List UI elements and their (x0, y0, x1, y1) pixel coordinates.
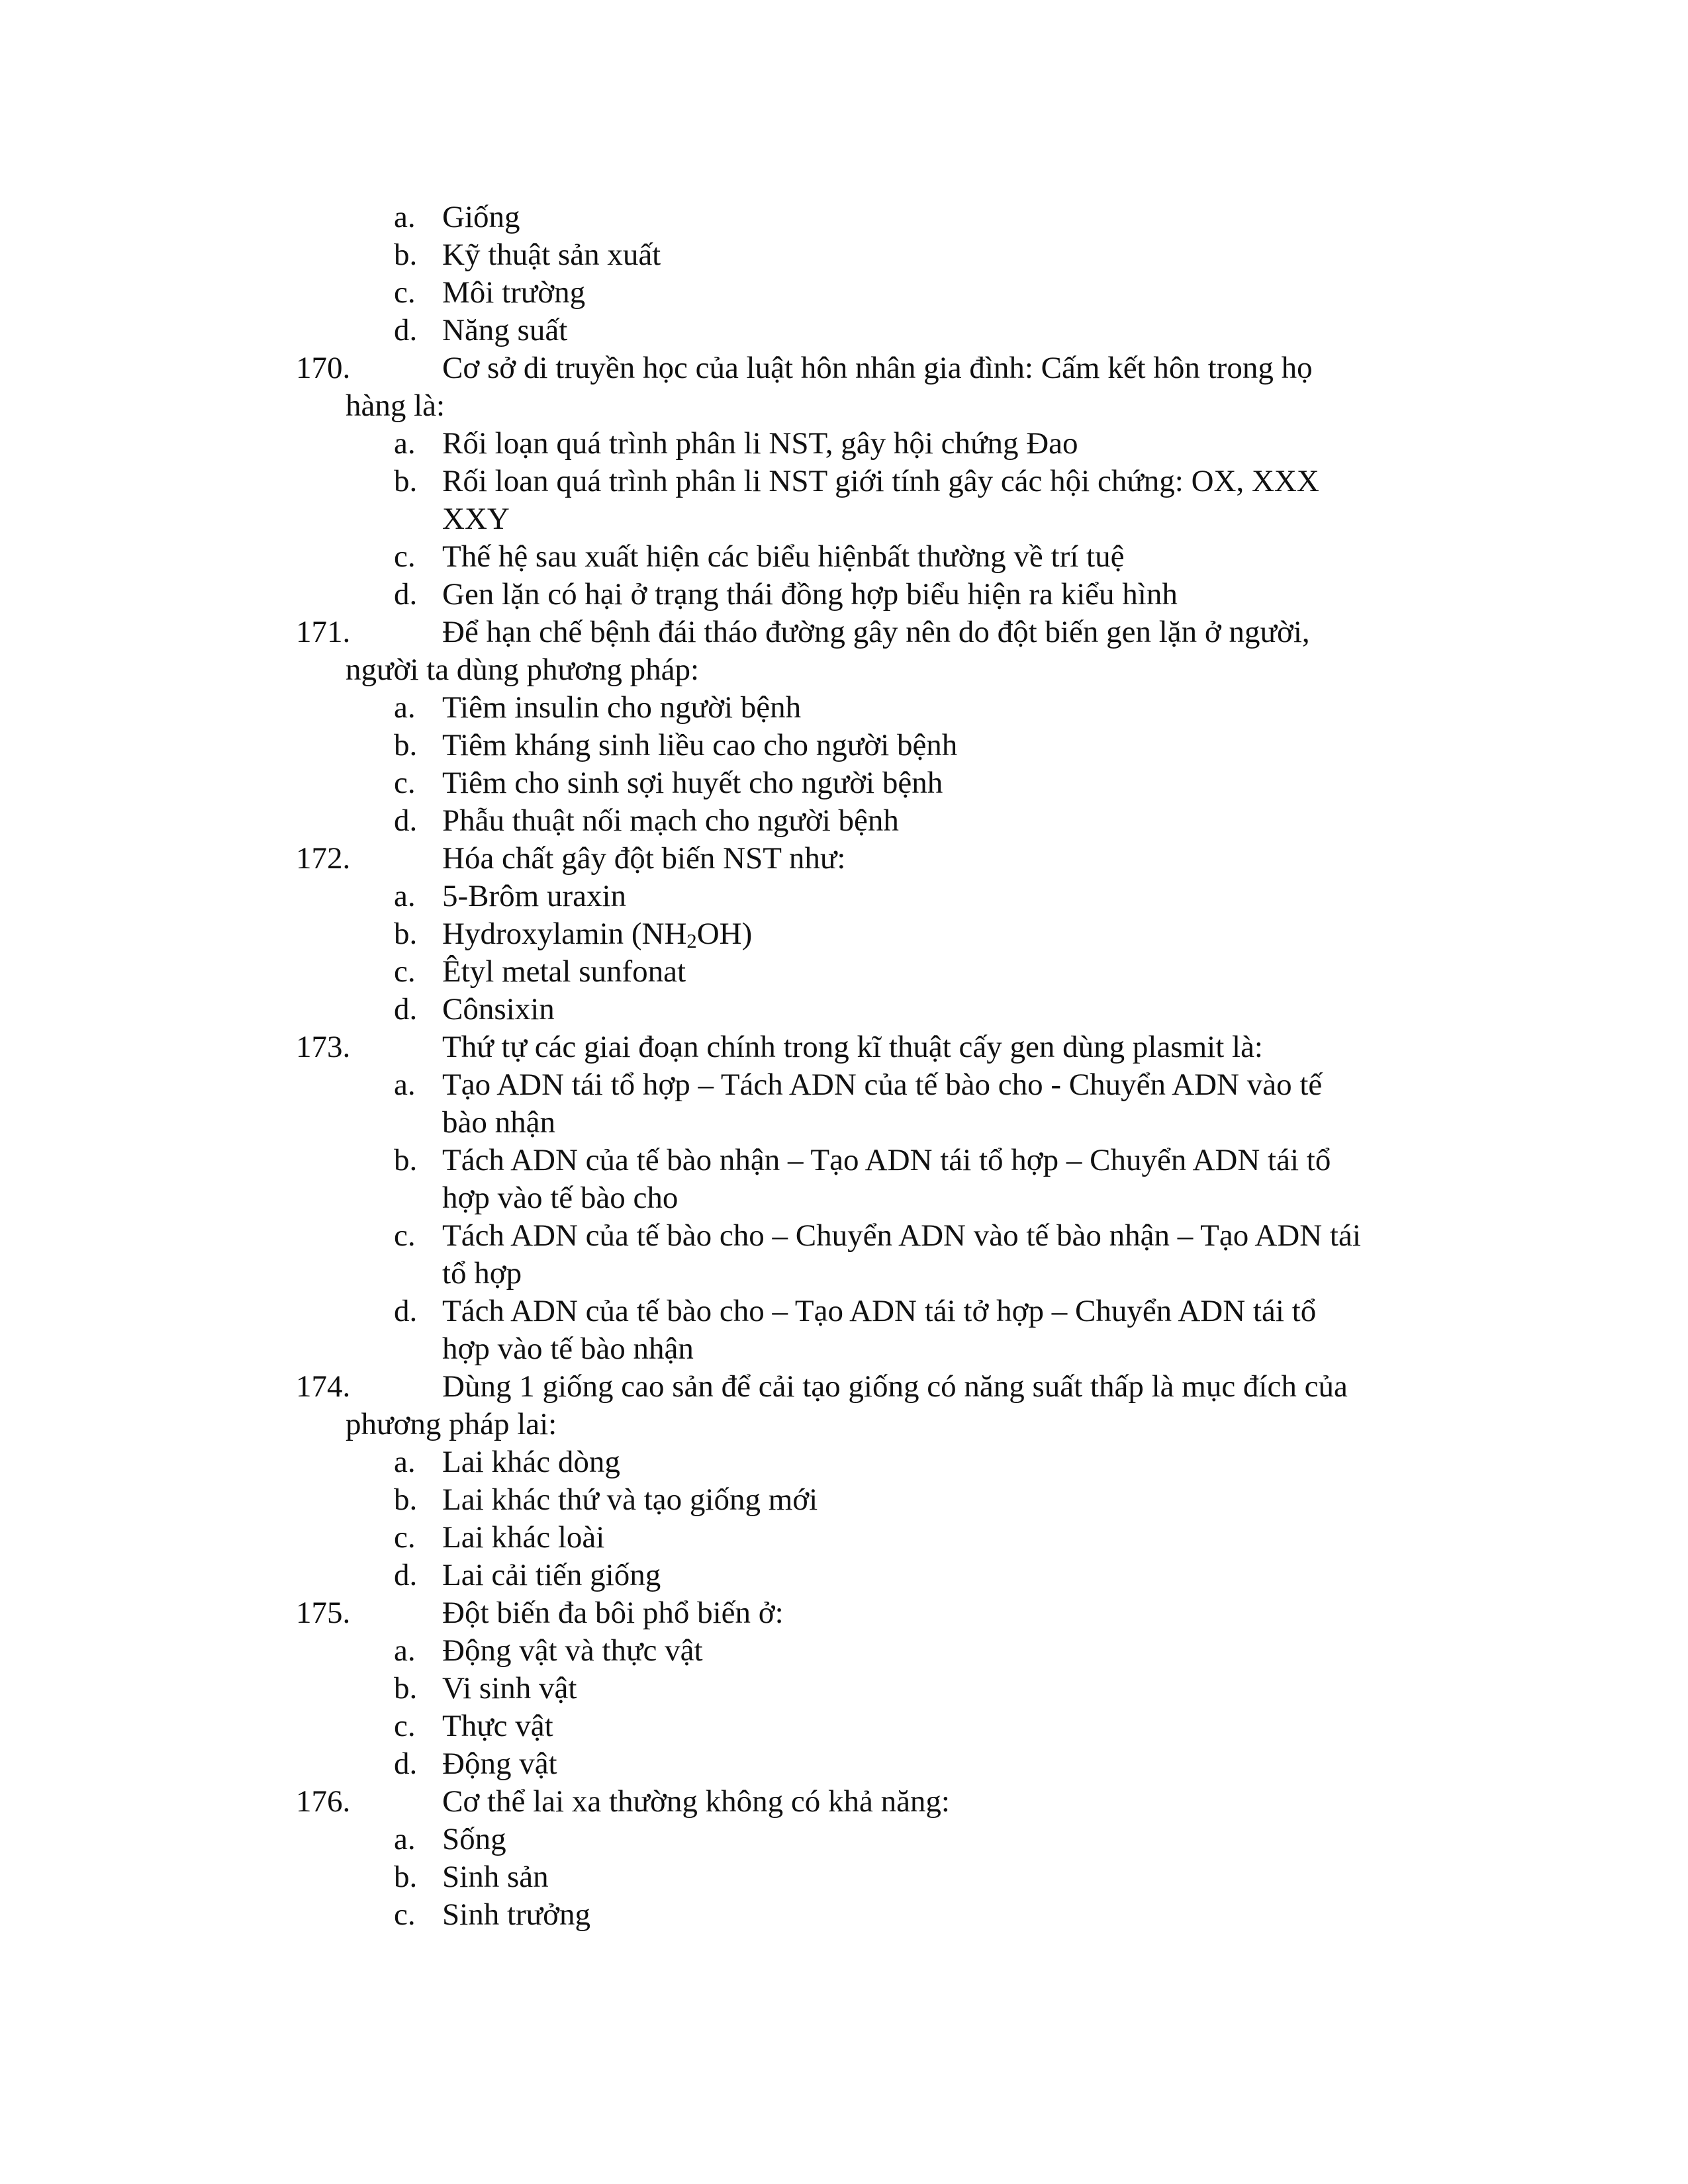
question-number: 175. (296, 1596, 351, 1630)
option-text: Vi sinh vật (442, 1671, 577, 1706)
option-label: d. (394, 1747, 418, 1781)
question-number: 173. (296, 1030, 351, 1064)
option-text: tổ hợp (442, 1256, 522, 1291)
formula-part: Hydroxylamin (NH (442, 917, 687, 951)
option-label: d. (394, 1558, 418, 1592)
option-label: b. (394, 1482, 418, 1517)
option-text: Tiêm insulin cho người bệnh (442, 690, 802, 725)
option-label: a. (394, 690, 416, 725)
option-label: a. (394, 1068, 416, 1102)
option-label: c. (394, 1520, 416, 1555)
option-label: b. (394, 1143, 418, 1177)
option-label: c. (394, 1897, 416, 1932)
option-label: d. (394, 313, 418, 347)
option-text: Rối loan quá trình phân li NST giới tính gây các hội chứng: OX, XXX (442, 464, 1319, 498)
option-text: Sống (442, 1822, 506, 1856)
option-text: Phẫu thuật nối mạch cho người bệnh (442, 803, 899, 838)
formula-part: OH) (696, 917, 753, 951)
option-text: Tách ADN của tế bào cho – Chuyển ADN vào tế bào nhận – Tạo ADN tái (442, 1218, 1361, 1253)
option-text (442, 915, 752, 953)
option-label: b. (394, 917, 418, 951)
question-text: phương pháp lai: (346, 1407, 557, 1441)
option-text: hợp vào tế bào cho (442, 1181, 679, 1215)
option-text: Năng suất (442, 313, 568, 347)
option-label: b. (394, 238, 418, 272)
option-label: d. (394, 577, 418, 612)
question-number: 171. (296, 615, 351, 649)
option-label: c. (394, 766, 416, 800)
option-label: b. (394, 1860, 418, 1894)
question-text: Hóa chất gây đột biến NST như: (442, 841, 846, 876)
formula-subscript: 2 (686, 930, 697, 953)
option-label: c. (394, 1709, 416, 1743)
option-text: Kỹ thuật sản xuất (442, 238, 661, 272)
option-text: Động vật và thực vật (442, 1633, 703, 1668)
option-label: a. (394, 879, 416, 913)
option-text: Gen lặn có hại ở trạng thái đồng hợp biểu hiện ra kiểu hình (442, 577, 1178, 612)
option-text: Tạo ADN tái tổ hợp – Tách ADN của tế bào cho - Chuyển ADN vào tế (442, 1068, 1323, 1102)
option-text: Tiêm kháng sinh liều cao cho người bệnh (442, 728, 958, 762)
question-text: Cơ sở di truyền học của luật hôn nhân gia đình: Cấm kết hôn trong họ (442, 351, 1313, 385)
question-text: Để hạn chế bệnh đái tháo đường gây nên do đột biến gen lặn ở người, (442, 615, 1310, 649)
question-number: 170. (296, 351, 351, 385)
option-label: b. (394, 728, 418, 762)
option-text: Thực vật (442, 1709, 553, 1743)
option-label: d. (394, 992, 418, 1026)
option-label: a. (394, 200, 416, 234)
option-label: a. (394, 1445, 416, 1479)
question-text: Cơ thể lai xa thường không có khả năng: (442, 1784, 950, 1819)
option-text: Lai khác loài (442, 1520, 605, 1555)
option-label: a. (394, 1822, 416, 1856)
option-text: XXY (442, 502, 510, 536)
question-number: 172. (296, 841, 351, 876)
option-text: Động vật (442, 1747, 557, 1781)
option-text: Sinh trưởng (442, 1897, 590, 1932)
option-label: c. (394, 954, 416, 989)
option-text: Môi trường (442, 275, 586, 310)
option-text: Cônsixin (442, 992, 555, 1026)
option-text: Tách ADN của tế bào nhận – Tạo ADN tái tổ hợp – Chuyển ADN tái tổ (442, 1143, 1331, 1177)
question-text: người ta dùng phương pháp: (346, 653, 700, 687)
option-text: Thế hệ sau xuất hiện các biểu hiệnbất thường về trí tuệ (442, 539, 1125, 574)
option-label: c. (394, 275, 416, 310)
option-label: c. (394, 539, 416, 574)
question-text: Thứ tự các giai đoạn chính trong kĩ thuật cấy gen dùng plasmit là: (442, 1030, 1263, 1064)
question-text: Dùng 1 giống cao sản để cải tạo giống có năng suất thấp là mục đích của (442, 1369, 1348, 1404)
option-text: Tách ADN của tế bào cho – Tạo ADN tái tở hợp – Chuyển ADN tái tổ (442, 1294, 1317, 1328)
option-label: b. (394, 464, 418, 498)
option-text: Lai khác thứ và tạo giống mới (442, 1482, 818, 1517)
option-text: Giống (442, 200, 520, 234)
option-text: bào nhận (442, 1105, 555, 1140)
option-text: hợp vào tế bào nhận (442, 1332, 694, 1366)
option-text: Rối loạn quá trình phân li NST, gây hội chứng Đao (442, 426, 1078, 461)
option-text: Tiêm cho sinh sợi huyết cho người bệnh (442, 766, 943, 800)
option-text: Êtyl metal sunfonat (442, 954, 686, 989)
question-text: Đột biến đa bôi phổ biến ở: (442, 1596, 784, 1630)
option-label: b. (394, 1671, 418, 1706)
option-label: d. (394, 803, 418, 838)
option-text: 5-Brôm uraxin (442, 879, 627, 913)
option-label: a. (394, 426, 416, 461)
option-label: a. (394, 1633, 416, 1668)
option-text: Lai khác dòng (442, 1445, 620, 1479)
option-text: Lai cải tiến giống (442, 1558, 661, 1592)
option-label: d. (394, 1294, 418, 1328)
question-number: 174. (296, 1369, 351, 1404)
option-text: Sinh sản (442, 1860, 549, 1894)
option-label: c. (394, 1218, 416, 1253)
question-number: 176. (296, 1784, 351, 1819)
question-text: hàng là: (346, 388, 445, 423)
